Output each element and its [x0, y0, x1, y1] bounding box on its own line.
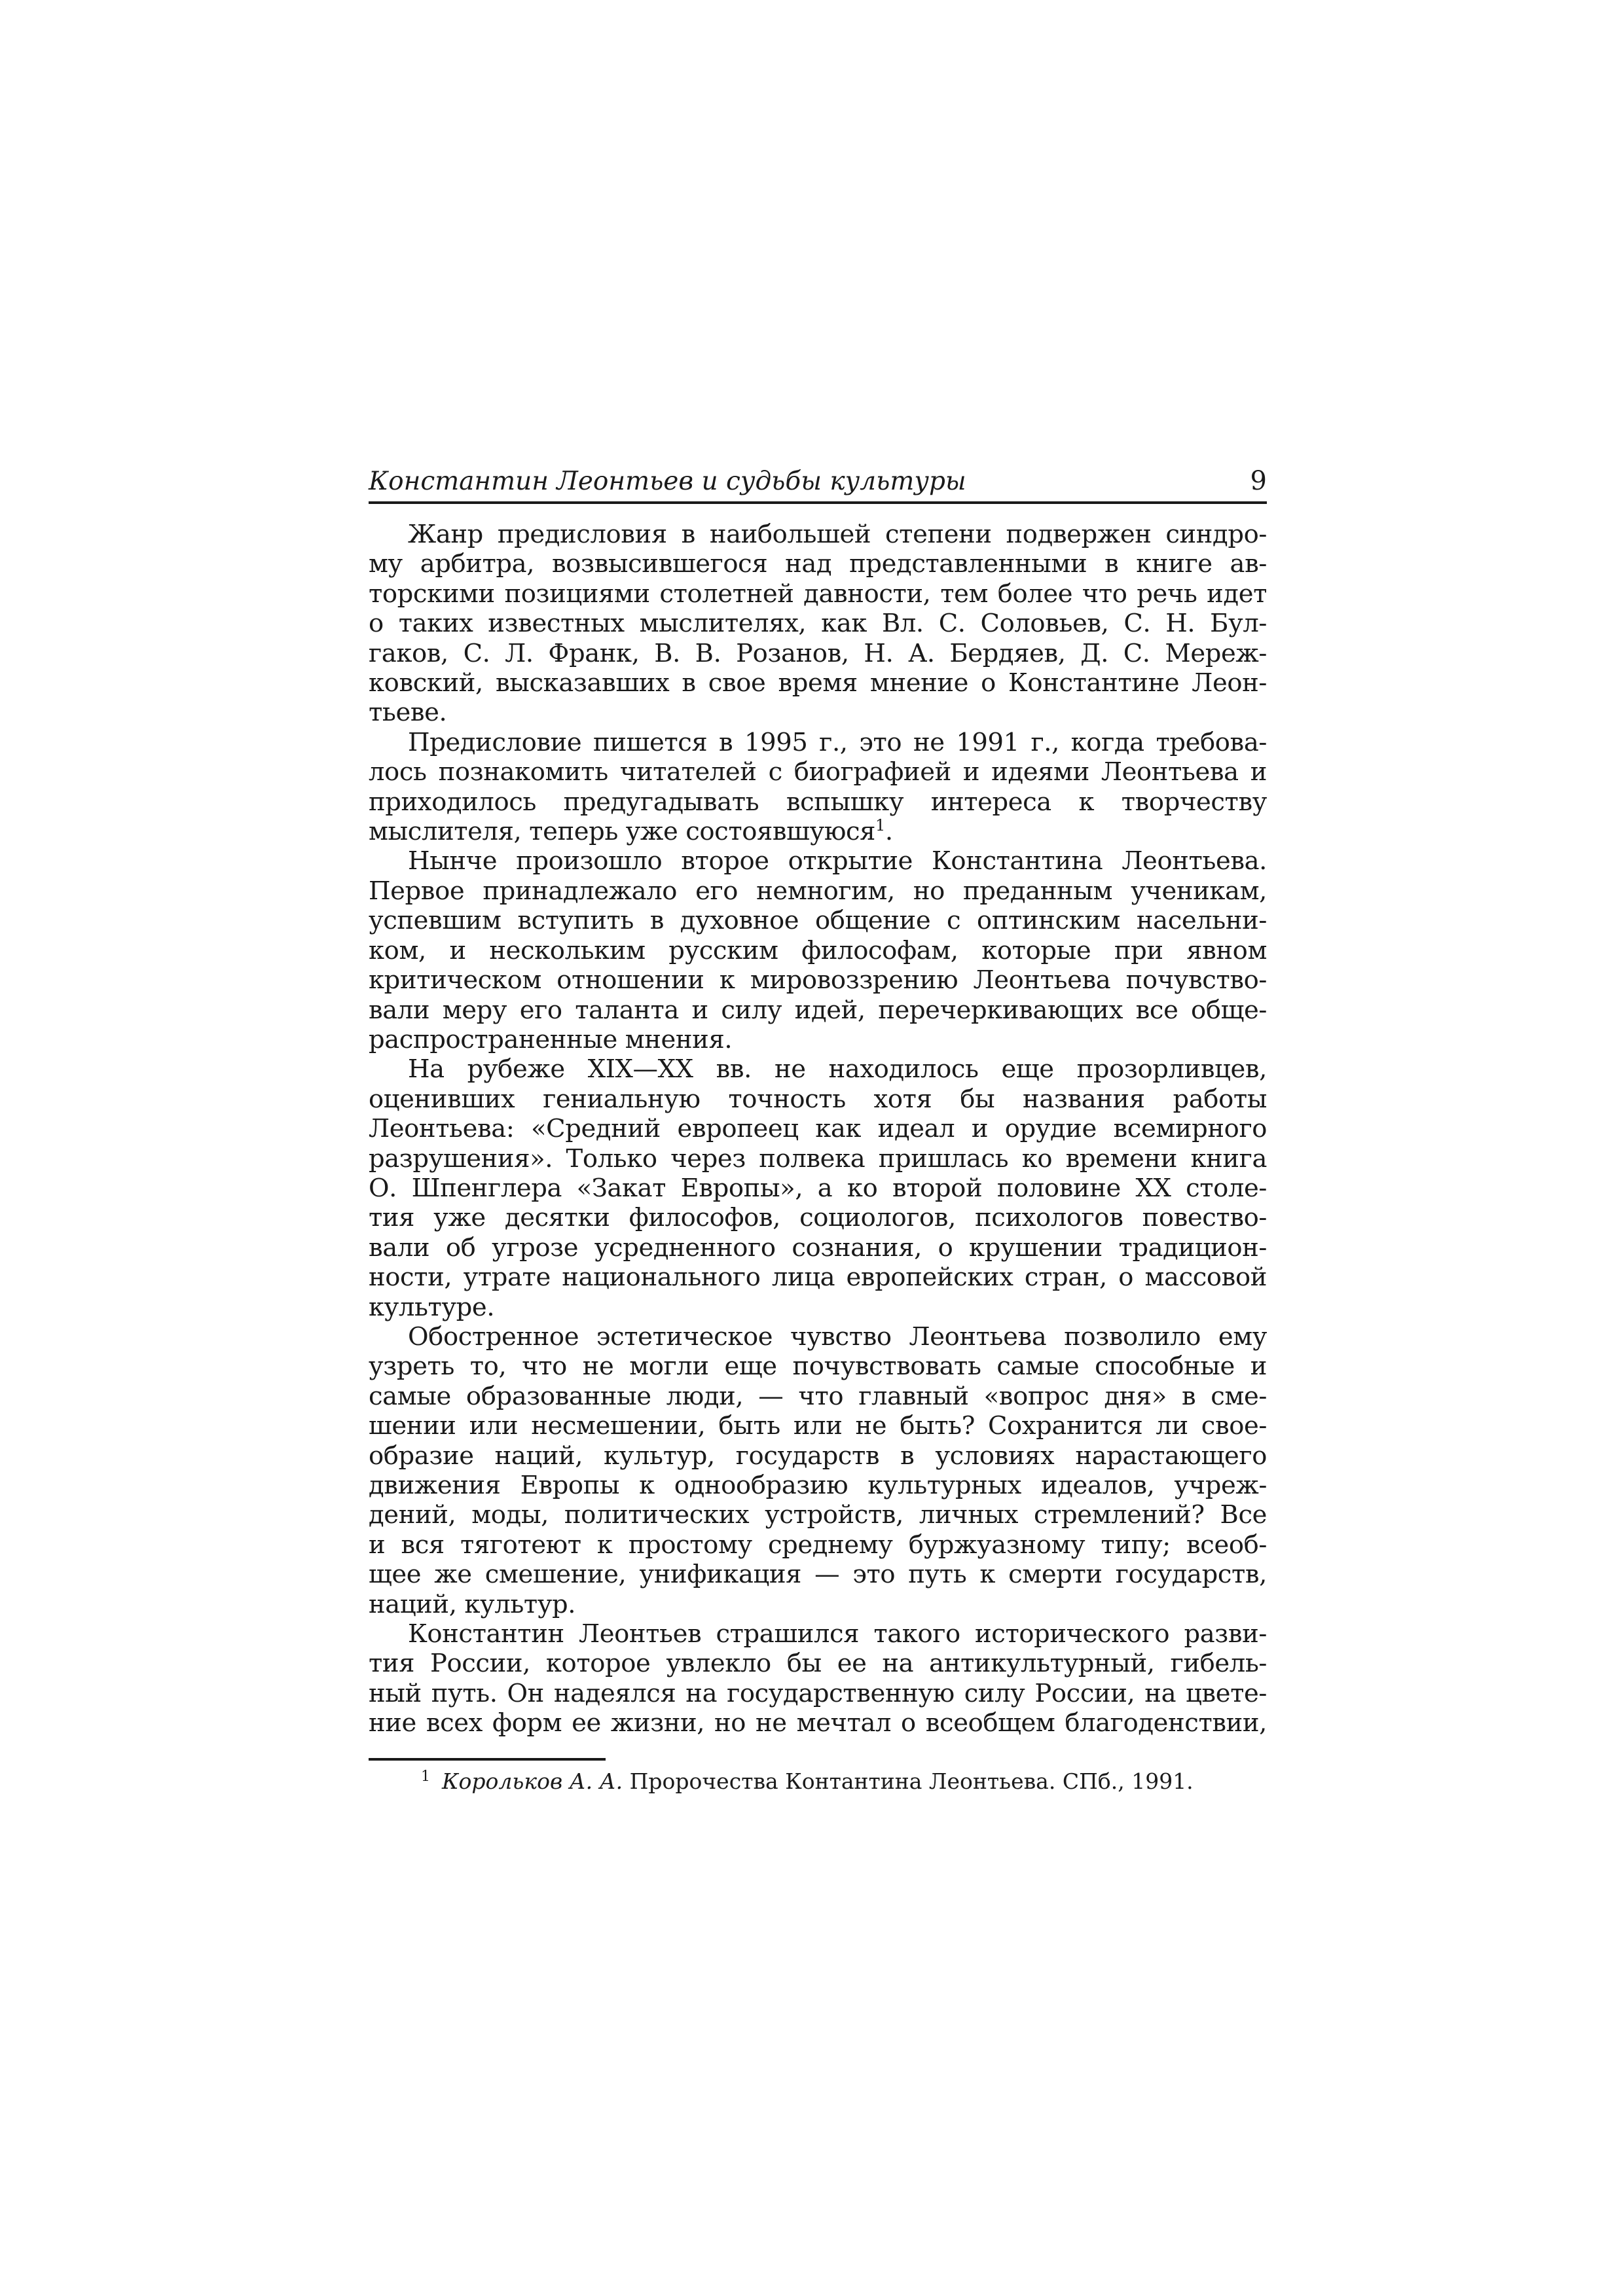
text-line: лось познакомить читателей с биографией и идеями Леонтьева и [369, 757, 1267, 787]
text-line: приходилось предугадывать вспышку интереса к творчеству [369, 787, 1267, 817]
text-line: ности, утрате национального лица европейских стран, о массовой [369, 1263, 1267, 1293]
text-line: тия уже десятки философов, социологов, психологов повество- [369, 1203, 1267, 1233]
text-line: щее же смешение, унификация — это путь к смерти государств, [369, 1560, 1267, 1590]
text-line: узреть то, что не могли еще почувствовать самые способные и [369, 1352, 1267, 1382]
paragraph [369, 520, 1267, 728]
text-line: дений, моды, политических устройств, личных стремлений? Все [369, 1500, 1267, 1530]
footnote [369, 1768, 1267, 1795]
text-line: критическом отношении к мировоззрению Леонтьева почувство- [369, 965, 1267, 996]
text-line: Леонтьева: «Средний европеец как идеал и орудие всемирного [369, 1114, 1267, 1144]
text-line: ный путь. Он надеялся на государственную силу России, на цвете- [369, 1678, 1267, 1708]
text-line [369, 817, 1267, 846]
text-line: самые образованные люди, — что главный «вопрос дня» в сме- [369, 1381, 1267, 1411]
text-line: Предисловие пишется в 1995 г., это не 1991 г., когда требова- [408, 727, 1267, 757]
text-line: движения Европы к однообразию культурных идеалов, учреж- [369, 1471, 1267, 1500]
text-line: оценивших гениальную точность хотя бы названия работы [369, 1084, 1267, 1114]
book-page [369, 466, 1267, 1795]
paragraph [369, 1322, 1267, 1619]
text-line: гаков, С. Л. Франк, В. В. Розанов, Н. А. Бердяев, Д. С. Мереж- [369, 638, 1267, 668]
text-line: наций, культур. [369, 1589, 576, 1619]
text-line: Нынче произошло второе открытие Константина Леонтьева. [408, 846, 1267, 876]
text-line: торскими позициями столетней давности, тем более что речь идет [369, 579, 1267, 609]
text-line: Константин Леонтьев страшился такого исторического разви- [408, 1619, 1267, 1649]
text-line: о таких известных мыслителях, как Вл. С. Соловьев, С. Н. Бул- [369, 609, 1267, 639]
text-line: успевшим вступить в духовное общение с оптинским насельни- [369, 906, 1267, 936]
text-line: Обостренное эстетическое чувство Леонтьева позволило ему [408, 1321, 1267, 1352]
body-text [369, 520, 1267, 1738]
text-line: Первое принадлежало его немногим, но преданным ученикам, [369, 876, 1267, 906]
footnote-text: Пророчества Контантина Леонтьева. СПб., 1991. [623, 1768, 1194, 1794]
text-line: тия России, которое увлекло бы ее на антикультурный, гибель- [369, 1649, 1267, 1679]
text-line: распространенные мнения. [369, 1024, 733, 1054]
text-line: Жанр предисловия в наибольшей степени подвержен синдро- [408, 520, 1267, 549]
paragraph [369, 1619, 1267, 1738]
text-line: и вся тяготеют к простому среднему буржуазному типу; всеоб- [369, 1530, 1267, 1560]
text-line: образие наций, культур, государств в условиях нарастающего [369, 1441, 1267, 1471]
text-line: культуре. [369, 1292, 495, 1322]
paragraph [369, 728, 1267, 847]
text-line-content: мыслителя, теперь уже состоявшуюся [369, 817, 875, 847]
paragraph [369, 1054, 1267, 1322]
text-line: разрушения». Только через полвека пришлась ко времени книга [369, 1143, 1267, 1174]
footnote-mark: 1 [421, 1768, 430, 1785]
footnote-rule [369, 1758, 606, 1761]
text-line: му арбитра, возвысившегося над представленными в книге ав- [369, 549, 1267, 579]
paragraph [369, 846, 1267, 1054]
running-title: Константин Леонтьев и судьбы культуры [369, 467, 966, 496]
running-head [369, 466, 1267, 504]
text-line: ние всех форм ее жизни, но не мечтал о всеобщем благоденствии, [369, 1708, 1267, 1738]
text-line: вали об угрозе усредненного сознания, о крушении традицион- [369, 1232, 1267, 1263]
text-line: ковский, высказавших в свое время мнение о Константине Леон- [369, 668, 1267, 698]
footnote-ref-punct: . [884, 817, 893, 847]
text-line: вали меру его таланта и силу идей, перечеркивающих все обще- [369, 995, 1267, 1025]
text-line: На рубеже XIX—XX вв. не находилось еще прозорливцев, [408, 1054, 1267, 1085]
text-line: шении или несмешении, быть или не быть? Сохранится ли свое- [369, 1411, 1267, 1441]
text-line: О. Шпенглера «Закат Европы», а ко второй половине XX столе- [369, 1173, 1267, 1203]
footnote-author: Корольков А. А. [442, 1768, 623, 1794]
text-line: тьеве. [369, 698, 447, 728]
text-line: ком, и нескольким русским философам, которые при явном [369, 935, 1267, 965]
footnote-ref: 1 [875, 816, 885, 835]
page-number: 9 [1250, 466, 1267, 496]
